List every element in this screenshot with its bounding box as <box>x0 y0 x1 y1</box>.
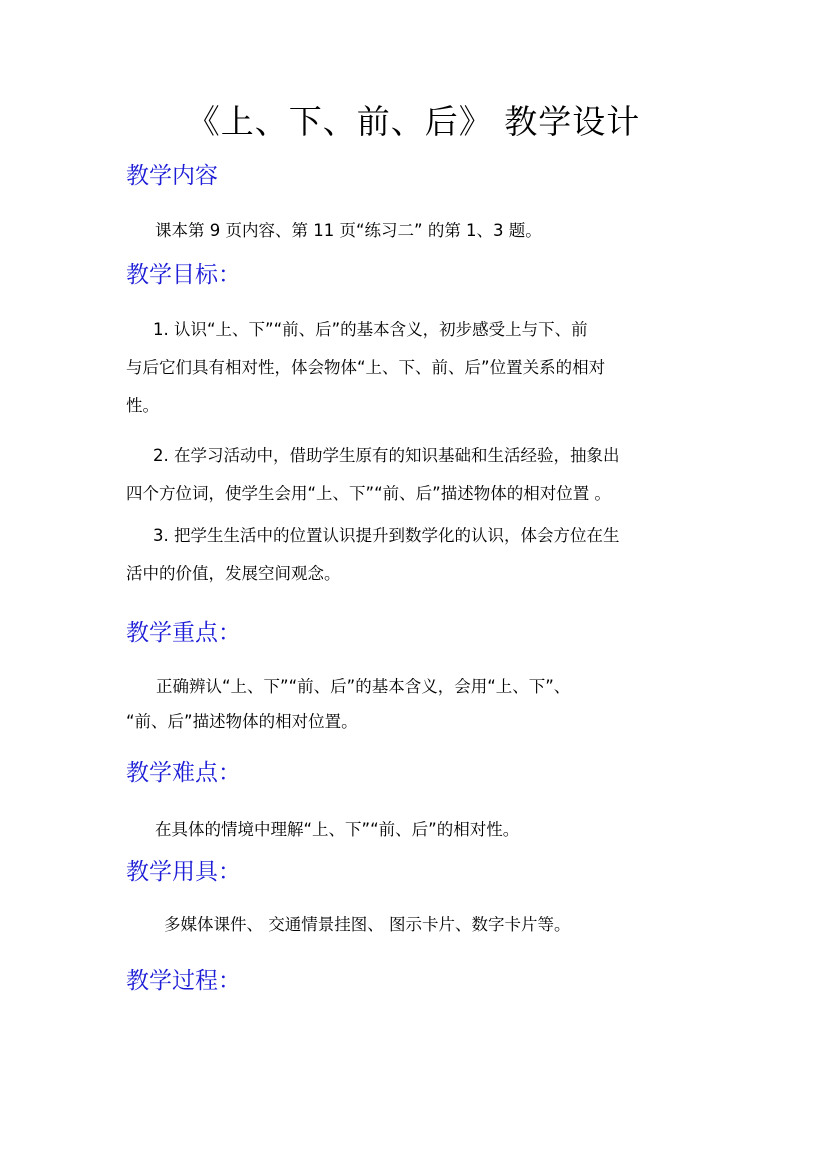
difficulties-text: 在具体的情境中理解“上、下”“前、后”的相对性。 <box>155 820 520 839</box>
section-heading-key-points: 教学重点： <box>126 620 241 646</box>
difficulties-paragraph <box>126 811 704 849</box>
document-title: 《上、下、前、后》 教学设计 <box>186 102 641 141</box>
goal-2-line-1: 2. 在学习活动中，借助学生原有的知识基础和生活经验，抽象出 <box>153 446 620 465</box>
key-points-line-2: “前、后”描述物体的相对位置。 <box>126 712 358 731</box>
tools-paragraph <box>126 906 704 944</box>
tools-text: 多媒体课件、 交通情景挂图、 图示卡片、数字卡片等。 <box>164 915 571 934</box>
key-points-line-1: 正确辨认“上、下”“前、后”的基本含义，会用“上、下”、 <box>156 677 571 696</box>
goal-2-line-2: 四个方位词，使学生会用“上、下”“前、后”描述物体的相对位置 。 <box>126 484 611 503</box>
section-heading-process: 教学过程： <box>126 968 241 994</box>
section-heading-tools: 教学用具： <box>126 859 241 885</box>
goal-1-line-3: 性。 <box>126 396 159 415</box>
goal-3-line-2: 活中的价值，发展空间观念。 <box>126 564 341 583</box>
content-text: 课本第 9 页内容、第 11 页“练习二” 的第 1、3 题。 <box>155 221 542 240</box>
goal-1-line-1: 1. 认识“上、下”“前、后”的基本含义，初步感受上与下、前 <box>153 320 588 339</box>
goal-1-line-2: 与后它们具有相对性，体会物体“上、下、前、后”位置关系的相对 <box>126 358 606 377</box>
section-heading-difficulties: 教学难点： <box>126 760 241 786</box>
goals-list <box>126 311 704 593</box>
key-points-paragraph <box>126 668 704 741</box>
section-heading-goals: 教学目标： <box>126 262 241 288</box>
content-paragraph <box>126 212 704 250</box>
section-heading-content: 教学内容 <box>126 163 218 189</box>
goal-3-line-1: 3. 把学生生活中的位置认识提升到数学化的认识，体会方位在生 <box>153 526 620 545</box>
